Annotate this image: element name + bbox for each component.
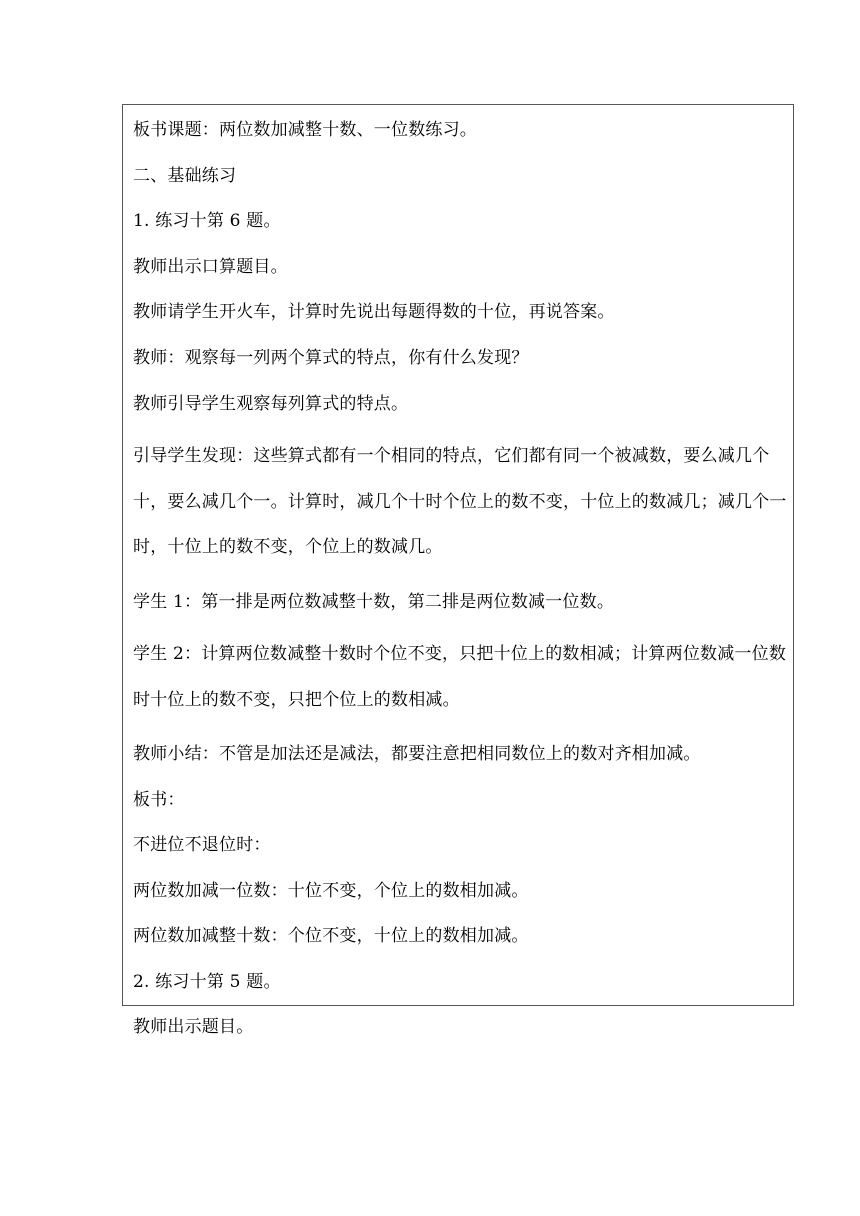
paragraph-multiline: 学生 2：计算两位数减整十数时个位不变，只把十位上的数相减；计算两位数减一位数时十位上的数不变，只把个位上的数相减。 — [133, 644, 787, 710]
exercise-item-1: 1. 练习十第 6 题。 — [133, 211, 281, 232]
paragraph: 教师出示口算题目。 — [133, 256, 288, 277]
paragraph: 教师：观察每一列两个算式的特点，你有什么发现？ — [133, 347, 529, 368]
paragraph: 学生 1：第一排是两位数减整十数，第二排是两位数减一位数。 — [133, 591, 615, 612]
paragraph: 板书： — [133, 789, 185, 810]
lesson-plan-cell — [122, 104, 794, 1038]
paragraph: 不进位不退位时： — [133, 835, 271, 856]
section-heading: 二、基础练习 — [133, 165, 237, 186]
board-title-line: 板书课题：两位数加减整十数、一位数练习。 — [133, 120, 477, 140]
paragraph: 两位数加减整十数：个位不变，十位上的数相加减。 — [133, 926, 529, 947]
exercise-item-2: 2. 练习十第 5 题。 — [133, 971, 281, 992]
paragraph: 教师引导学生观察每列算式的特点。 — [133, 393, 409, 414]
paragraph: 教师出示题目。 — [133, 1017, 254, 1038]
paragraph-multiline: 引导学生发现：这些算式都有一个相同的特点，它们都有同一个被减数，要么减几个十，要么减几个一。计算时，减几个十时个位上的数不变，十位上的数减几；减几个一时，十位上的数不变，个位上的数减几。 — [133, 446, 787, 558]
paragraph: 教师请学生开火车，计算时先说出每题得数的十位，再说答案。 — [133, 302, 615, 323]
paragraph: 两位数加减一位数：十位不变，个位上的数相加减。 — [133, 880, 529, 901]
paragraph: 教师小结：不管是加法还是减法，都要注意把相同数位上的数对齐相加减。 — [133, 743, 701, 764]
